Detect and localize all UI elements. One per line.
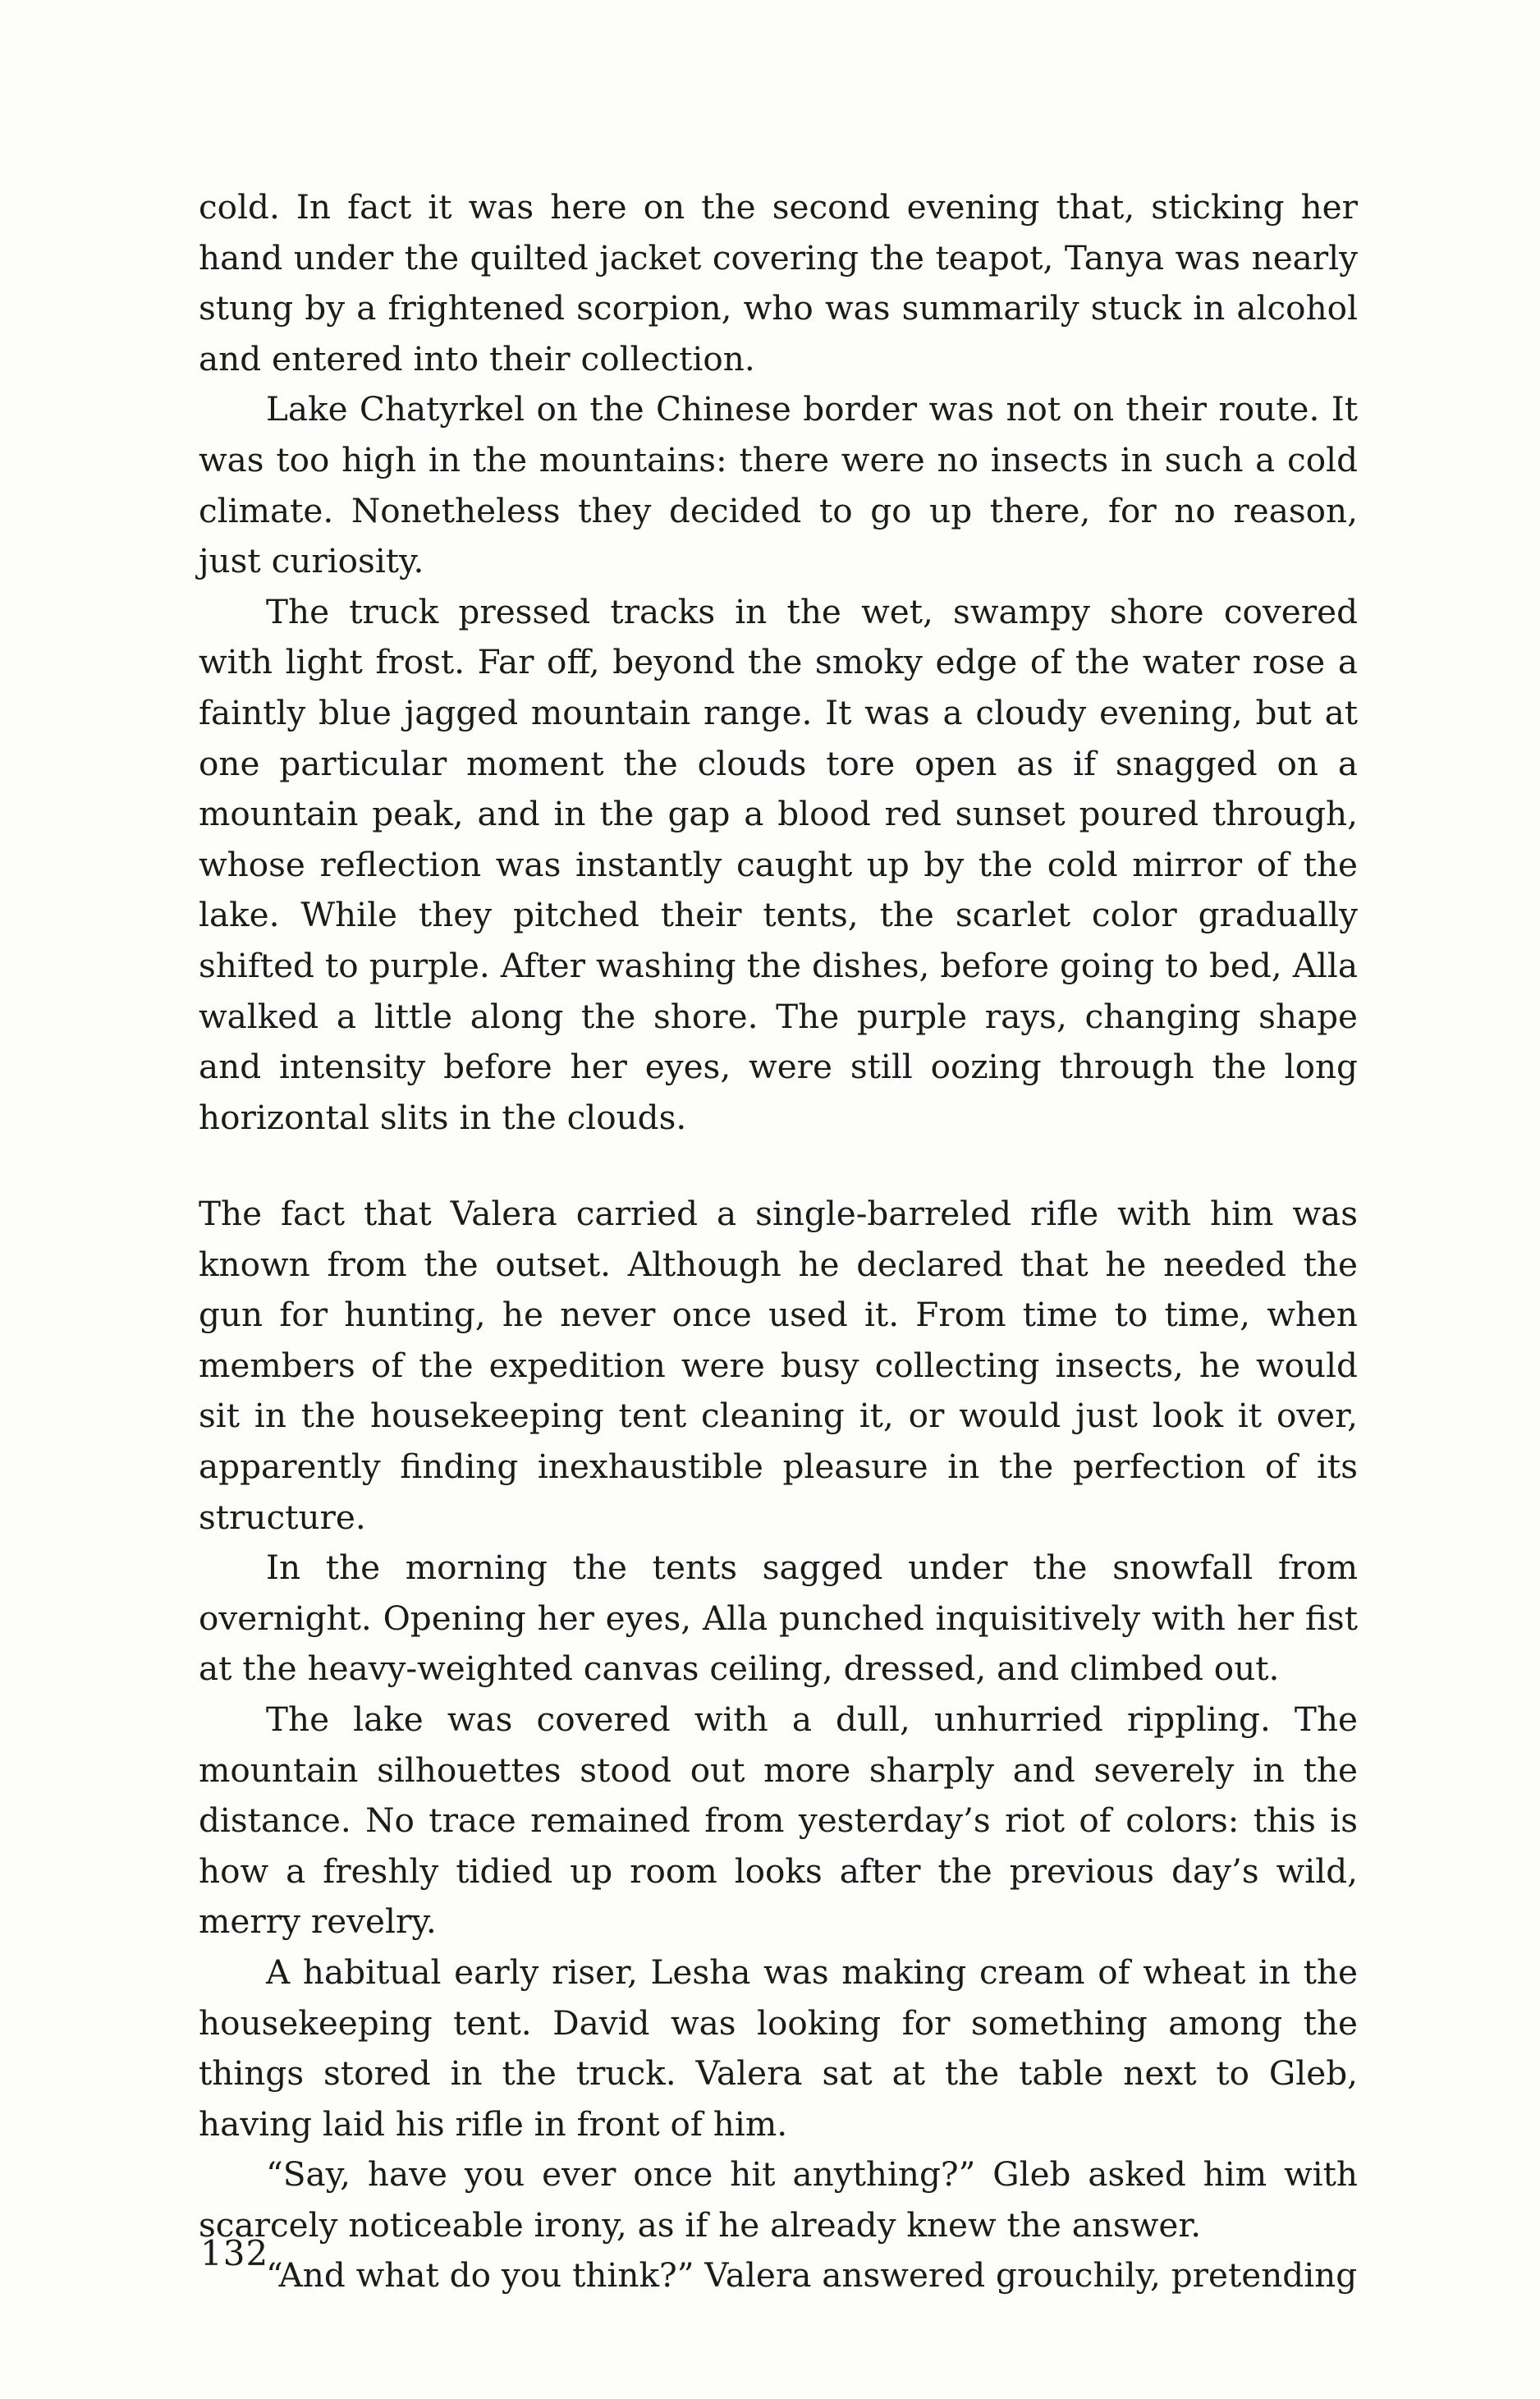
paragraph: cold. In fact it was here on the second evening that, sticking her hand under the quilted jacket covering the teapot, Tanya was nearly stung by a frightened scorpion, who was summarily stuck in alcohol and entered into their collection. <box>199 187 1358 378</box>
section-2-text <box>199 1189 1358 2301</box>
paragraph: The truck pressed tracks in the wet, swampy shore covered with light frost. Far off, beyond the smoky edge of the water rose a faintly blue jagged mountain range. It was a cloudy evening, but at one particular moment the clouds tore open as if snagged on a mountain peak, and in the gap a blood red sunset poured through, whose reflection was instantly caught up by the cold mirror of the lake. While they pitched their tents, the scarlet color gradually shifted to purple. After washing the dishes, before going to bed, Alla walked a little along the shore. The purple rays, changing shape and intensity before her eyes, were still oozing through the long horizontal slits in the clouds. <box>199 591 1358 1137</box>
paragraph: “And what do you think?” Valera answered grouchily, pretending <box>266 2255 1358 2296</box>
paragraph: In the morning the tents sagged under the snowfall from overnight. Opening her eyes, Alla punched inquisitively with her fist at the heavy-weighted canvas ceiling, dressed, and climbed out. <box>199 1548 1358 1689</box>
page-number: 132 <box>200 2233 269 2273</box>
section-1-text <box>199 182 1358 1143</box>
paragraph: “Say, have you ever once hit anything?” Gleb asked him with scarcely noticeable irony, as if he already knew the answer. <box>199 2154 1358 2245</box>
paragraph: The lake was covered with a dull, unhurried rippling. The mountain silhouettes stood out more sharply and severely in the distance. No trace remained from yesterday’s riot of colors: this is how a freshly tidied up room looks after the previous day’s wild, merry revelry. <box>199 1699 1358 1942</box>
paragraph: A habitual early riser, Lesha was making cream of wheat in the housekeeping tent. David was looking for something among the things stored in the truck. Valera sat at the table next to Gleb, having laid his rifle in front of him. <box>199 1952 1358 2144</box>
paragraph: The fact that Valera carried a single-barreled rifle with him was known from the outset. Although he declared that he needed the gun for hunting, he never once used it. From time to time, when members of the expedition were busy collecting insects, he would sit in the housekeeping tent cleaning it, or would just look it over, apparently finding inexhaustible pleasure in the perfection of its structure. <box>199 1194 1358 1537</box>
paragraph: Lake Chatyrkel on the Chinese border was not on their route. It was too high in the mountains: there were no insects in such a cold climate. Nonetheless they decided to go up there, for no reason, just curiosity. <box>199 389 1358 581</box>
